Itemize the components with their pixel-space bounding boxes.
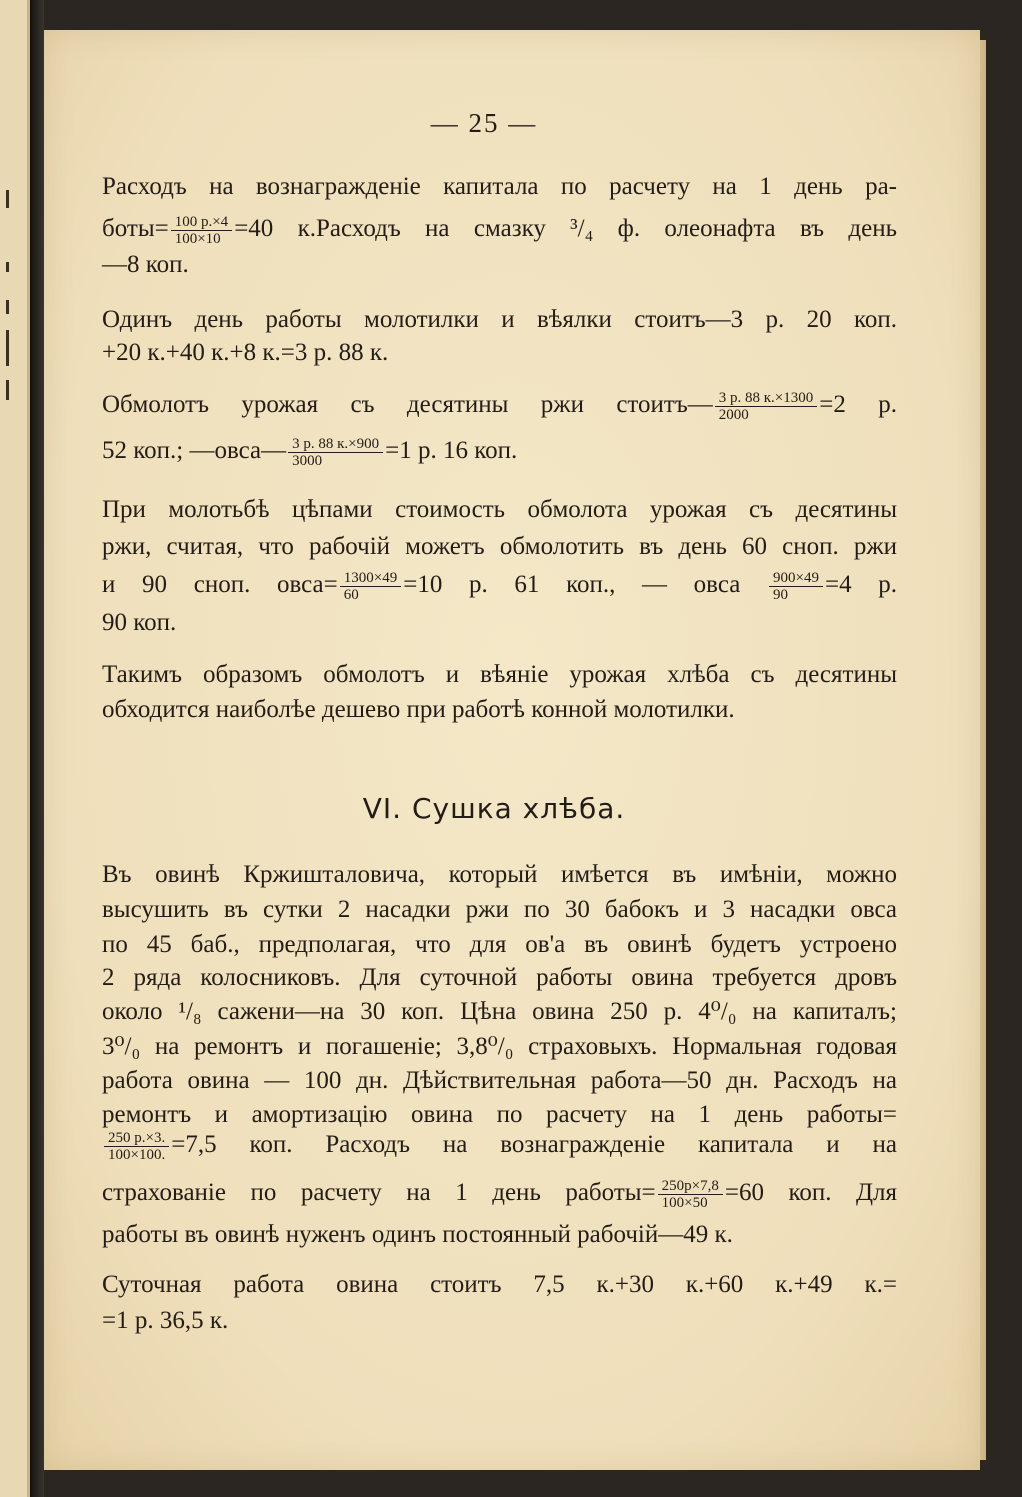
text-line: При молотьбѣ цѣпами стоимость обмолота урожая съ десятины xyxy=(102,496,897,523)
text-line: Въ овинѣ Кржишталовича, который имѣется въ имѣніи, можно xyxy=(102,861,897,888)
text-line: обходится наиболѣе дешево при работѣ конной молотилки. xyxy=(102,696,735,723)
text-line: Расходъ на вознагражденіе капитала по расчету на 1 день ра- xyxy=(102,173,897,200)
text-line: ржи, считая, что рабочій можетъ обмолотить въ день 60 сноп. ржи xyxy=(102,533,897,560)
text-line: $\frac{250 р.\times 3.}{100\times 100.}$ =7,5 коп. Расходъ на вознагражденіе капитала и на xyxy=(102,1130,897,1163)
book-page xyxy=(44,30,980,1470)
text-line: и 90 сноп. овса= $\frac{1300\times 49}{60}$ =10 р. 61 коп., — овса $\frac{900\times 49}{90}$ =4 р. xyxy=(102,570,897,603)
previous-page-edge xyxy=(0,0,30,1497)
text-line: высушить въ сутки 2 насадки ржи по 30 бабокъ и 3 насадки овса xyxy=(102,896,897,923)
text-line: =1 р. 36,5 к. xyxy=(102,1307,229,1334)
text-line: по 45 баб., предполагая, что для ов'а въ овинѣ будетъ устроено xyxy=(102,931,897,958)
text-line: Суточная работа овина стоитъ 7,5 к.+30 к.+60 к.+49 к.= xyxy=(102,1271,897,1298)
text-line: Обмолотъ урожая съ десятины ржи стоитъ— $\frac{3 р. 88 к.\times 1300}{2000}$ =2 р. xyxy=(102,390,897,423)
fraction: $\frac{3 р. 88 к.\times 900}{3000}$ xyxy=(288,436,383,469)
text-line: работа овина — 100 дн. Дѣйствительная работа—50 дн. Расходъ на xyxy=(102,1067,897,1094)
book-gutter xyxy=(30,0,44,1497)
fraction: $\frac{3 р. 88 к.\times 1300}{2000}$ xyxy=(715,390,818,423)
text-line: страхованіе по расчету на 1 день работы= $\frac{250р\times 7,8}{100\times 50}$ =60 коп. Для xyxy=(102,1178,897,1211)
fraction: $\frac{250р\times 7,8}{100\times 50}$ xyxy=(658,1178,723,1211)
text-line: 2 ряда колосниковъ. Для суточной работы овина требуется дровъ xyxy=(102,964,897,991)
text-line: —8 коп. xyxy=(102,251,189,278)
page-text xyxy=(44,30,980,1470)
text-line: боты= $\frac{100 р.\times 4}{100\times 10}$ =40 к.Расходъ на смазку ³/₄ ф. олеонафта въ день xyxy=(102,214,897,247)
fraction: $\frac{100 р.\times 4}{100\times 10}$ xyxy=(171,214,232,247)
text-line: Такимъ образомъ обмолотъ и вѣяніе урожая хлѣба съ десятины xyxy=(102,661,897,688)
section-heading: VI. Сушка хлѣба. xyxy=(362,792,626,825)
text-line: около ¹/₈ сажени—на 30 коп. Цѣна овина 250 р. 4⁰/₀ на капиталъ; xyxy=(102,998,897,1025)
text-line: работы въ овинѣ нуженъ одинъ постоянный рабочій—49 к. xyxy=(102,1221,733,1248)
fraction: $\frac{900\times 49}{90}$ xyxy=(769,570,823,603)
text-line: 3⁰/₀ на ремонтъ и погашеніе; 3,8⁰/₀ страховыхъ. Нормальная годовая xyxy=(102,1033,897,1060)
text-line: 52 коп.; —овса— $\frac{3 р. 88 к.\times 900}{3000}$ =1 р. 16 коп. xyxy=(102,436,518,469)
text-line: 90 коп. xyxy=(102,609,177,636)
text-line: ремонтъ и амортизацію овина по расчету на 1 день работы= xyxy=(102,1101,897,1128)
text-line: +20 к.+40 к.+8 к.=3 р. 88 к. xyxy=(102,339,389,366)
fraction: $\frac{1300\times 49}{60}$ xyxy=(340,570,401,603)
fraction: $\frac{250 р.\times 3.}{100\times 100.}$ xyxy=(104,1130,169,1163)
text-line: Одинъ день работы молотилки и вѣялки стоитъ—3 р. 20 коп. xyxy=(102,306,897,333)
page-number: — 25 — xyxy=(430,108,538,138)
